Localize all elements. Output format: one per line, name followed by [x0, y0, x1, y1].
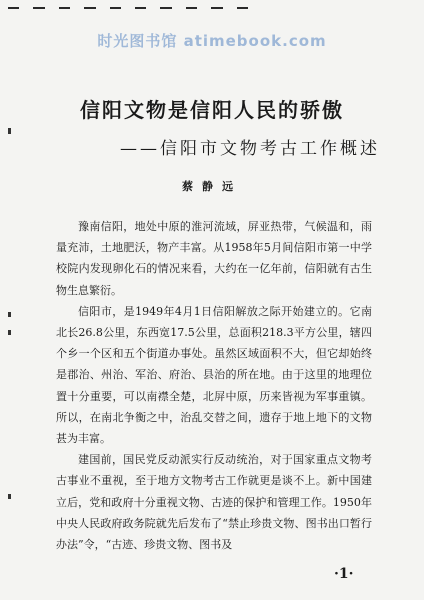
article-title: 信阳文物是信阳人民的骄傲 [80, 98, 344, 122]
watermark: 时光图书馆 atimebook.com [97, 32, 327, 50]
author-name: 蔡静远 [182, 180, 242, 193]
article-body [56, 216, 372, 555]
margin-mark [8, 494, 11, 499]
paragraph: 建国前，国民党反动派实行反动统治，对于国家重点文物考古事业不重视，至于地方文物考古工作就更是谈不上。新中国建立后，党和政府十分重视文物、古迹的保护和管理工作。1950年中央人民政府政务院就先后发布了“禁止珍贵文物、图书出口暂行办法”令，“古迹、珍贵文物、图书及 [56, 453, 372, 552]
margin-mark [8, 128, 11, 134]
paragraph: 豫南信阳，地处中原的淮河流域，屏亚热带，气候温和，雨量充沛，土地肥沃，物产丰富。从1958年5月间信阳市第一中学校院内发现卵化石的情况来看，大约在一亿年前，信阳就有古生物生息繁衍。 [56, 220, 372, 297]
margin-mark [8, 312, 11, 317]
margin-mark [8, 330, 11, 335]
paragraph: 信阳市，是1949年4月1日信阳解放之际开始建立的。它南北长26.8公里，东西宽17.5公里，总面积218.3平方公里，辖四个乡一个区和五个街道办事处。虽然区域面积不大，但它却始终是郡治、州治、军治、府治、县治的所在地。由于这里的地理位置十分重要，可以南襟全楚，北屏中原，历来皆视为军事重镇。所以，在南北争衡之中，治乱交替之间，遗存于地上地下的文物甚为丰富。 [56, 304, 372, 446]
page-number: ·1· [334, 566, 354, 582]
article-subtitle: ——信阳市文物考古工作概述 [120, 139, 380, 159]
top-edge-dashes [8, 4, 248, 12]
